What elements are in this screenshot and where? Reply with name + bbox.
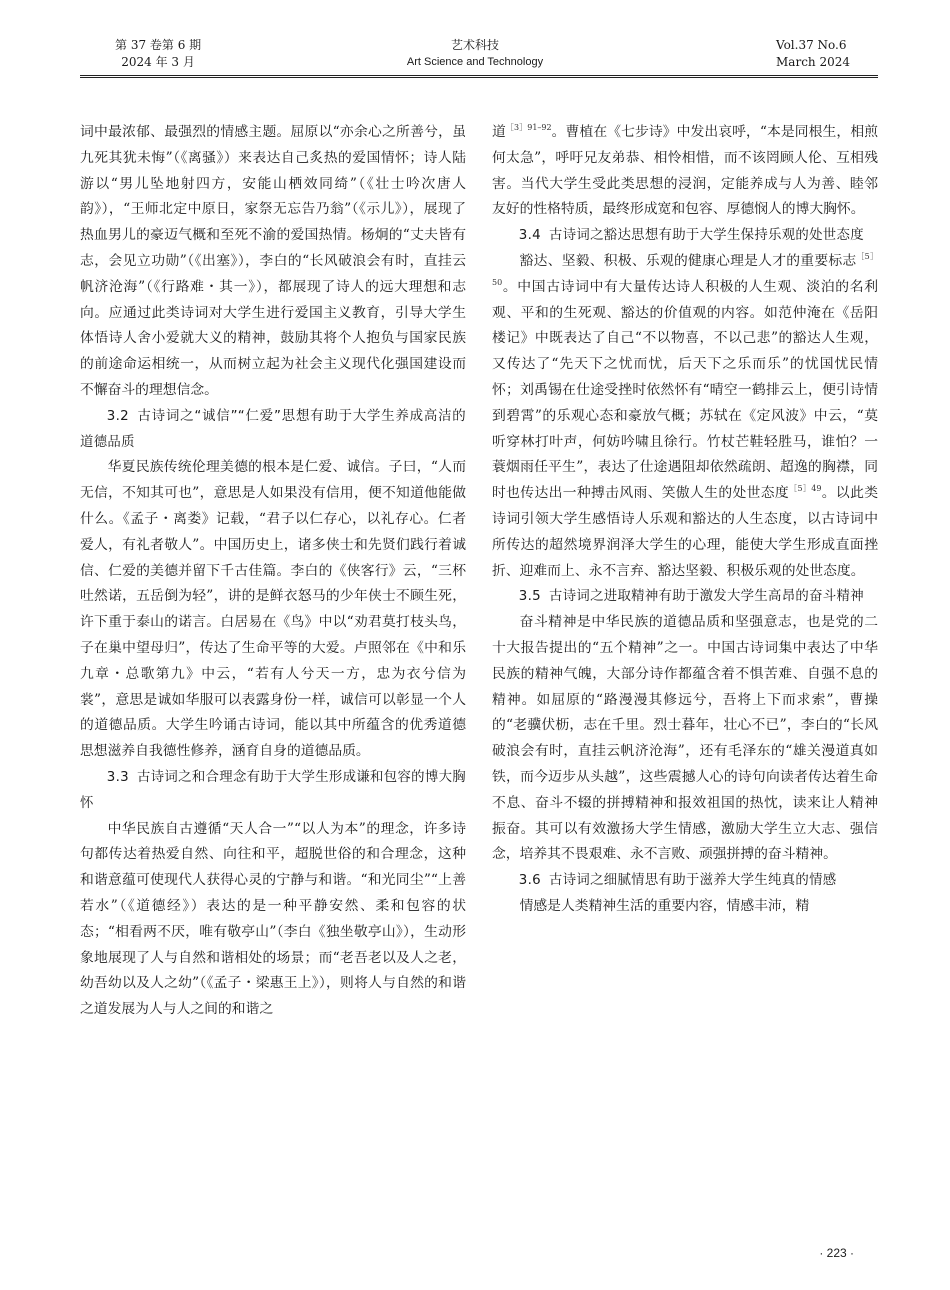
journal-name-cn: 艺术科技	[450, 38, 499, 52]
section-number: 3.5	[518, 589, 541, 605]
section-number: 3.2	[106, 408, 129, 424]
page-number: · 223 ·	[819, 1246, 854, 1260]
header-rule	[80, 75, 878, 76]
section-number: 3.6	[518, 873, 541, 889]
section-heading-3-3	[80, 765, 466, 817]
paragraph: 情感是人类精神生活的重要内容，情感丰沛，精	[519, 897, 810, 914]
running-header	[0, 0, 950, 80]
text-run: 。以此类诗词引领大学生感悟诗人乐观和豁达的人生态度，以古诗词中所传达的超然境界润泽大学生的心理，能使大学生形成直面挫折、迎难而上、永不言弃、豁达坚毅、积极乐观的处世态度。	[492, 485, 878, 579]
citation: ［5］49	[789, 484, 822, 494]
text-run: 道	[492, 124, 506, 140]
header-volume-en: Vol.37 No.6	[776, 38, 847, 52]
section-heading-3-5	[492, 584, 878, 610]
left-column	[80, 120, 466, 1240]
header-volume: 第 37 卷第 6 期	[115, 38, 202, 52]
section-number: 3.4	[518, 228, 541, 244]
section-heading-3-2	[80, 404, 466, 456]
paragraph: 奋斗精神是中华民族的道德品质和坚强意志，也是党的二十大报告提出的“五个精神”之一。中国古诗词集中表达了中华民族的精神气魄，大部分诗作都蕴含着不惧苦难、自强不息的精神。如屈原的“路漫漫其修远兮，吾将上下而求索”，曹操的“老骥伏枥，志在千里。烈士暮年，壮心不已”，李白的“长风破浪会有时，直挂云帆济沧海”，还有毛泽东的“雄关漫道真如铁，而今迈步从头越”，这些震撼人心的诗句向读者传达着生命不息、奋斗不辍的拼搏精神和报效祖国的热忱，读来让人精神振奋。其可以有效激扬大学生情感，激励大学生立大志、强信念，培养其不畏艰难、永不言败、顽强拼搏的奋斗精神。	[492, 614, 878, 863]
text-run: 。曹植在《七步诗》中发出哀呼，“本是同根生，相煎何太急”，呼吁兄友弟恭、相怜相惜，而不该罔顾人伦、互相残害。当代大学生受此类思想的浸润，定能养成与人为善、睦邻友好的性格特质，最终形成宽和包容、厚德悯人的博大胸怀。	[492, 124, 878, 218]
paragraph	[492, 249, 878, 584]
section-number: 3.3	[106, 769, 129, 785]
header-date-en: March 2024	[776, 55, 850, 69]
paragraph	[492, 120, 878, 223]
citation: ［5］50	[492, 251, 878, 287]
journal-name-en: Art Science and Technology	[406, 56, 544, 68]
paragraph: 词中最浓郁、最强烈的情感主题。屈原以“亦余心之所善兮，虽九死其犹未悔”（《离骚》）来表达自己炙热的爱国情怀；诗人陆游以“男儿坠地射四方，安能山栖效同绮”（《壮士吟次唐人韵》），“王师北定中原日，家祭无忘告乃翁”（《示儿》），展现了热血男儿的豪迈气概和至死不渝的爱国热情。杨炯的“丈夫皆有志，会见立功勋”（《出塞》），李白的“长风破浪会有时，直挂云帆济沧海”（《行路难・其一》），都展现了诗人的远大理想和志向。应通过此类诗词对大学生进行爱国主义教育，引导大学生体悟诗人舍小爱就大义的精神，鼓励其将个人抱负与国家民族的前途命运相统一，从而树立起为社会主义现代化强国建设而不懈奋斗的理想信念。	[80, 124, 466, 398]
section-title: 古诗词之豁达思想有助于大学生保持乐观的处世态度	[549, 228, 864, 244]
right-column	[492, 120, 878, 1240]
text-run: 。中国古诗词中有大量传达诗人积极的人生观、淡泊的名利观、平和的生死观、豁达的价值观的内容。如范仲淹在《岳阳楼记》中既表达了自己“不以物喜，不以己悲”的豁达人生观，又传达了“先天下之忧而忧，后天下之乐而乐”的忧国忧民情怀；刘禹锡在仕途受挫时依然怀有“晴空一鹤排云上，便引诗情到碧霄”的乐观心态和豪放气概；苏轼在《定风波》中云，“莫听穿林打叶声，何妨吟啸且徐行。竹杖芒鞋轻胜马，谁怕？一蓑烟雨任平生”，表达了仕途遇阻却依然疏朗、超逸的胸襟，同时也传达出一种搏击风雨、笑傲人生的处世态度	[492, 278, 878, 502]
header-rule-double	[80, 77, 878, 78]
header-volume-info-en	[776, 37, 850, 71]
header-date: 2024 年 3 月	[121, 55, 195, 69]
section-heading-3-4	[492, 223, 878, 249]
section-title: 古诗词之和合理念有助于大学生形成谦和包容的博大胸怀	[80, 769, 466, 811]
section-heading-3-6	[492, 868, 878, 894]
text-run: 豁达、坚毅、积极、乐观的健康心理是人才的重要标志	[519, 252, 857, 269]
citation: ［3］91–92	[505, 123, 552, 132]
section-title: 古诗词之细腻情思有助于滋养大学生纯真的情感	[549, 873, 837, 889]
paragraph: 华夏民族传统伦理美德的根本是仁爱、诚信。子曰，“人而无信，不知其可也”，意思是人如果没有信用，便不知道他能做什么。《孟子・离娄》记载，“君子以仁存心，以礼存心。仁者爱人，有礼者敬人”。中国历史上，诸多侠士和先贤们践行着诚信、仁爱的美德并留下千古佳篇。李白的《侠客行》云，“三杯吐然诺，五岳倒为轻”，讲的是鲜衣怒马的少年侠士不顾生死，许下重于泰山的诺言。白居易在《鸟》中以“劝君莫打枝头鸟，子在巢中望母归”，传达了生命平等的大爱。卢照邻在《中和乐九章・总歌第九》中云，“若有人兮天一方，忠为衣兮信为裳”，意思是诚如华服可以表露身份一样，诚信可以彰显一个人的道德品质。大学生吟诵古诗词，能以其中所蕴含的优秀道德思想滋养自我德性修养，涵育自身的道德品质。	[80, 459, 466, 760]
paragraph: 中华民族自古遵循“天人合一”“以人为本”的理念，许多诗句都传达着热爱自然、向往和平，超脱世俗的和合理念，这种和谐意蕴可使现代人获得心灵的宁静与和谐。“和光同尘”“上善若水”（《道德经》）表达的是一种平静安然、柔和包容的状态；“相看两不厌，唯有敬亭山”（李白《独坐敬亭山》），生动形象地展现了人与自然和谐相处的场景；而“老吾老以及人之老，幼吾幼以及人之幼”（《孟子・梁惠王上》），则将人与自然的和谐之道发展为人与人之间的和谐之	[80, 820, 466, 1018]
section-title: 古诗词之进取精神有助于激发大学生高昂的奋斗精神	[549, 589, 864, 605]
section-title: 古诗词之“诚信”“仁爱”思想有助于大学生养成高洁的道德品质	[80, 408, 466, 450]
